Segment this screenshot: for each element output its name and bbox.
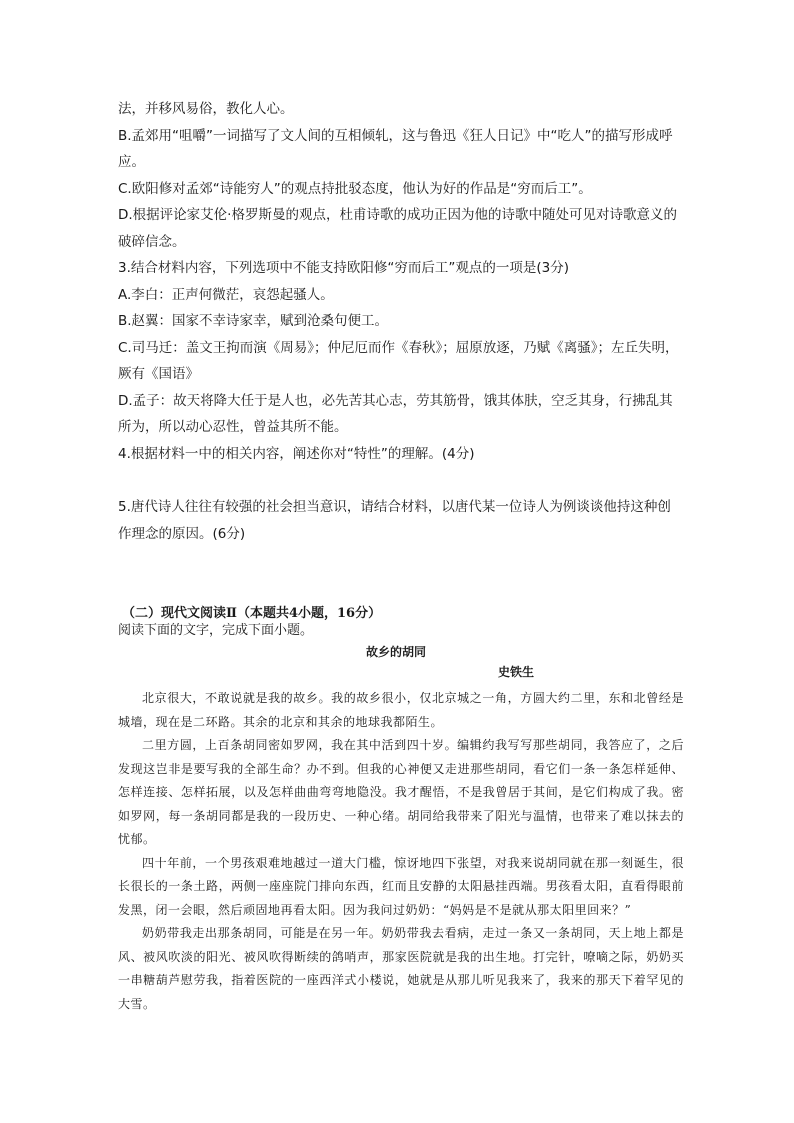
essay-title: 故乡的胡同 — [365, 645, 426, 659]
section-instruction: 阅读下面的文字，完成下面小题。 — [118, 623, 314, 638]
essay-paragraph: 北京很大，不敢说就是我的故乡。我的故乡很小，仅北京城之一角，方圆大约二里，东和北曾经是城墙，现在是二环路。其余的北京和其余的地球我都陌生。 — [118, 691, 684, 729]
q3-option-c: C.司马迁：盖文王拘而演《周易》；仲尼厄而作《春秋》；屈原放逐，乃赋《离骚》；左丘失明，厥有《国语》 — [118, 339, 679, 382]
q3-option-d: D.孟子：故天将降大任于是人也，必先苦其心志，劳其筋骨，饿其体肤，空乏其身，行拂乱其所为，所以动心忍性，曾益其所不能。 — [118, 392, 673, 435]
question-5: 5.唐代诗人往往有较强的社会担当意识，请结合材料，以唐代某一位诗人为例谈谈他持这种创作理念的原因。(6分) — [118, 499, 671, 542]
question-block — [118, 96, 684, 547]
essay-paragraph: 四十年前，一个男孩艰难地越过一道大门槛，惊讶地四下张望，对我来说胡同就在那一刻诞生，很长很长的一条土路，两侧一座座院门排向东西，红而且安静的太阳悬挂西端。男孩看太阳，直看得眼前发黑，闭一会眼，然后顽固地再看太阳。因为我问过奶奶：“妈妈是不是就从那太阳里回来？” — [118, 855, 684, 917]
option-c: C.欧阳修对孟郊“诗能穷人”的观点持批驳态度，他认为好的作品是“穷而后工”。 — [118, 180, 592, 197]
option-b: B.孟郊用“咀嚼”一词描写了文人间的互相倾轧，这与鲁迅《狂人日记》中“吃人”的描写形成呼应。 — [118, 127, 673, 170]
question-4: 4.根据材料一中的相关内容，阐述你对“特性”的理解。(4分) — [118, 445, 475, 462]
q3-option-b: B.赵翼：国家不幸诗家幸，赋到沧桑句便工。 — [118, 313, 389, 329]
question-3: 3.结合材料内容，下列选项中不能支持欧阳修“穷而后工”观点的一项是(3分) — [118, 260, 569, 276]
essay-paragraph: 二里方圆，上百条胡同密如罗网，我在其中活到四十岁。编辑约我写写那些胡同，我答应了，之后发现这岂非是要写我的全部生命？办不到。但我的心神便又走进那些胡同，看它们一条一条怎样延伸、怎样连接、怎样拓展，以及怎样曲曲弯弯地隐没。我才醒悟，不是我曾居于其间，是它们构成了我。密如罗网，每一条胡同都是我的一段历史、一种心绪。胡同给我带来了阳光与温情，也带来了难以抹去的忧郁。 — [118, 738, 684, 846]
reading-section — [118, 606, 684, 1016]
section-title: （二）现代文阅读Ⅱ（本题共4小题，16分） — [122, 606, 382, 621]
q3-option-a: A.李白：正声何微茫，哀怨起骚人。 — [118, 286, 334, 303]
option-a-continuation: 法，并移风易俗，教化人心。 — [118, 101, 294, 117]
essay-author: 史铁生 — [497, 665, 534, 679]
essay-paragraph: 奶奶带我走出那条胡同，可能是在另一年。奶奶带我去看病，走过一条又一条胡同，天上地上都是风、被风吹淡的阳光、被风吹得断续的鸽哨声，那家医院就是我的出生地。打完针，嘹嘀之际，奶奶买一串糖葫芦慰劳我，指着医院的一座西洋式小楼说，她就是从那儿听见我来了，我来的那天下着罕见的大雪。 — [118, 926, 684, 1011]
option-d: D.根据评论家艾伦·格罗斯曼的观点，杜甫诗歌的成功正因为他的诗歌中随处可见对诗歌意义的破碎信念。 — [118, 207, 677, 250]
essay-body — [118, 687, 684, 1016]
